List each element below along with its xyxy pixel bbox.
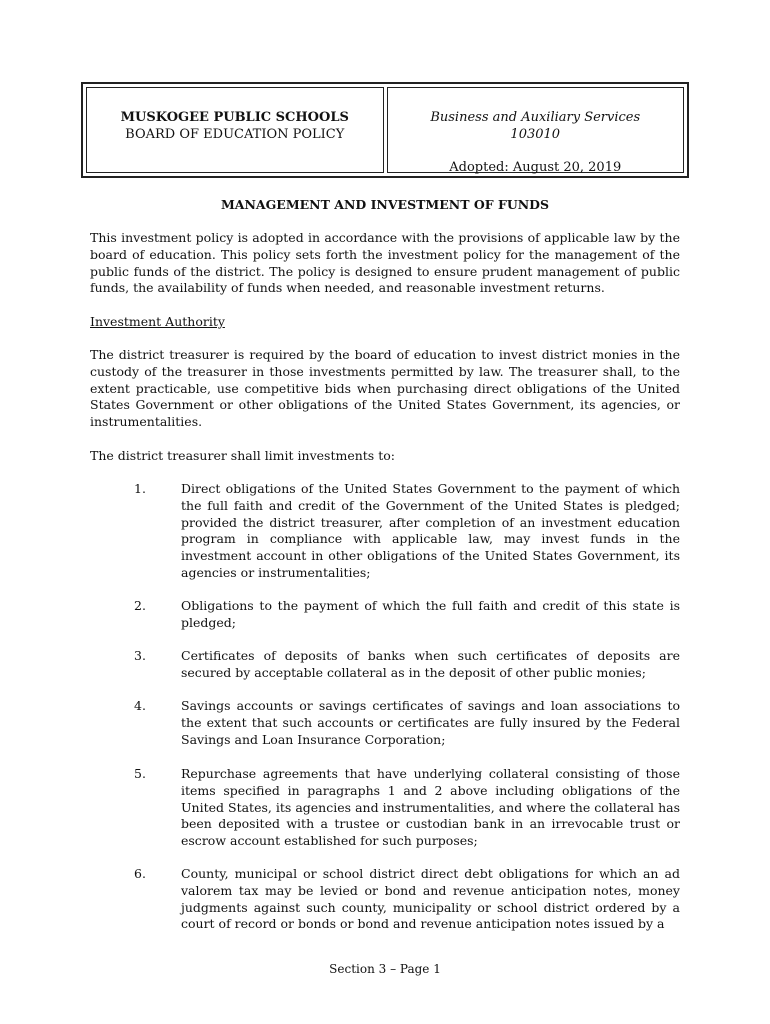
header-right-cell [387, 87, 685, 173]
list-item-number: 1. [134, 481, 146, 496]
list-item-number: 4. [134, 698, 146, 713]
list-item-text: County, municipal or school district direct debt obligations for which an ad valorem tax may be levied or bond and revenue anticipation notes, money judgments against such county, municipality or school district ordered by a court of record or bonds or bond and revenue anticipation notes issued by a [181, 866, 680, 932]
authority-paragraph: The district treasurer is required by the board of education to invest district monies in the custody of the treasurer in those investments permitted by law. The treasurer shall, to the extent practicable, use competitive bids when purchasing direct obligations of the United States Government or other obligations of the United States Government, its agencies, or instrumentalities. [90, 347, 680, 430]
policy-header [81, 82, 689, 178]
adopted-date: Adopted: August 20, 2019 [449, 160, 622, 175]
policy-code: 103010 [510, 127, 561, 142]
list-item-text: Repurchase agreements that have underlying collateral consisting of those items specified in paragraphs 1 and 2 above including obligations of the United States, its agencies and instrumentalities, and where the collateral has been deposited with a trustee or custodian bank in an irrevocable trust or escrow account established for such purposes; [181, 766, 680, 849]
header-left-cell [86, 87, 384, 173]
intro-paragraph: This investment policy is adopted in accordance with the provisions of applicable law by the board of education. This policy sets forth the investment policy for the management of the public funds of the district. The policy is designed to ensure prudent management of public funds, the availability of funds when needed, and reasonable investment returns. [90, 230, 680, 296]
list-item-number: 5. [134, 766, 146, 781]
section-heading: Investment Authority [90, 314, 225, 329]
limit-intro: The district treasurer shall limit investments to: [90, 448, 395, 463]
policy-category: Business and Auxiliary Services [430, 110, 641, 125]
list-item-number: 2. [134, 598, 146, 613]
list-item-text: Obligations to the payment of which the full faith and credit of this state is pledged; [181, 598, 680, 630]
list-item-number: 3. [134, 648, 146, 663]
policy-type: BOARD OF EDUCATION POLICY [125, 127, 345, 142]
page-title: MANAGEMENT AND INVESTMENT OF FUNDS [220, 197, 550, 212]
org-name: MUSKOGEE PUBLIC SCHOOLS [120, 110, 349, 125]
list-item-text: Direct obligations of the United States Government to the payment of which the full faith and credit of the Government of the United States is pledged; provided the district treasurer, after completion of an investment education program in compliance with applicable law, may invest funds in the investment account in other obligations of the United States Government, its agencies or instrumentalities; [181, 481, 680, 580]
list-item-text: Savings accounts or savings certificates of savings and loan associations to the extent that such accounts or certificates are fully insured by the Federal Savings and Loan Insurance Corporation; [181, 698, 680, 747]
page-footer: Section 3 – Page 1 [329, 962, 441, 976]
list-item-number: 6. [134, 866, 146, 881]
list-item-text: Certificates of deposits of banks when such certificates of deposits are secured by acceptable collateral as in the deposit of other public monies; [181, 648, 680, 680]
